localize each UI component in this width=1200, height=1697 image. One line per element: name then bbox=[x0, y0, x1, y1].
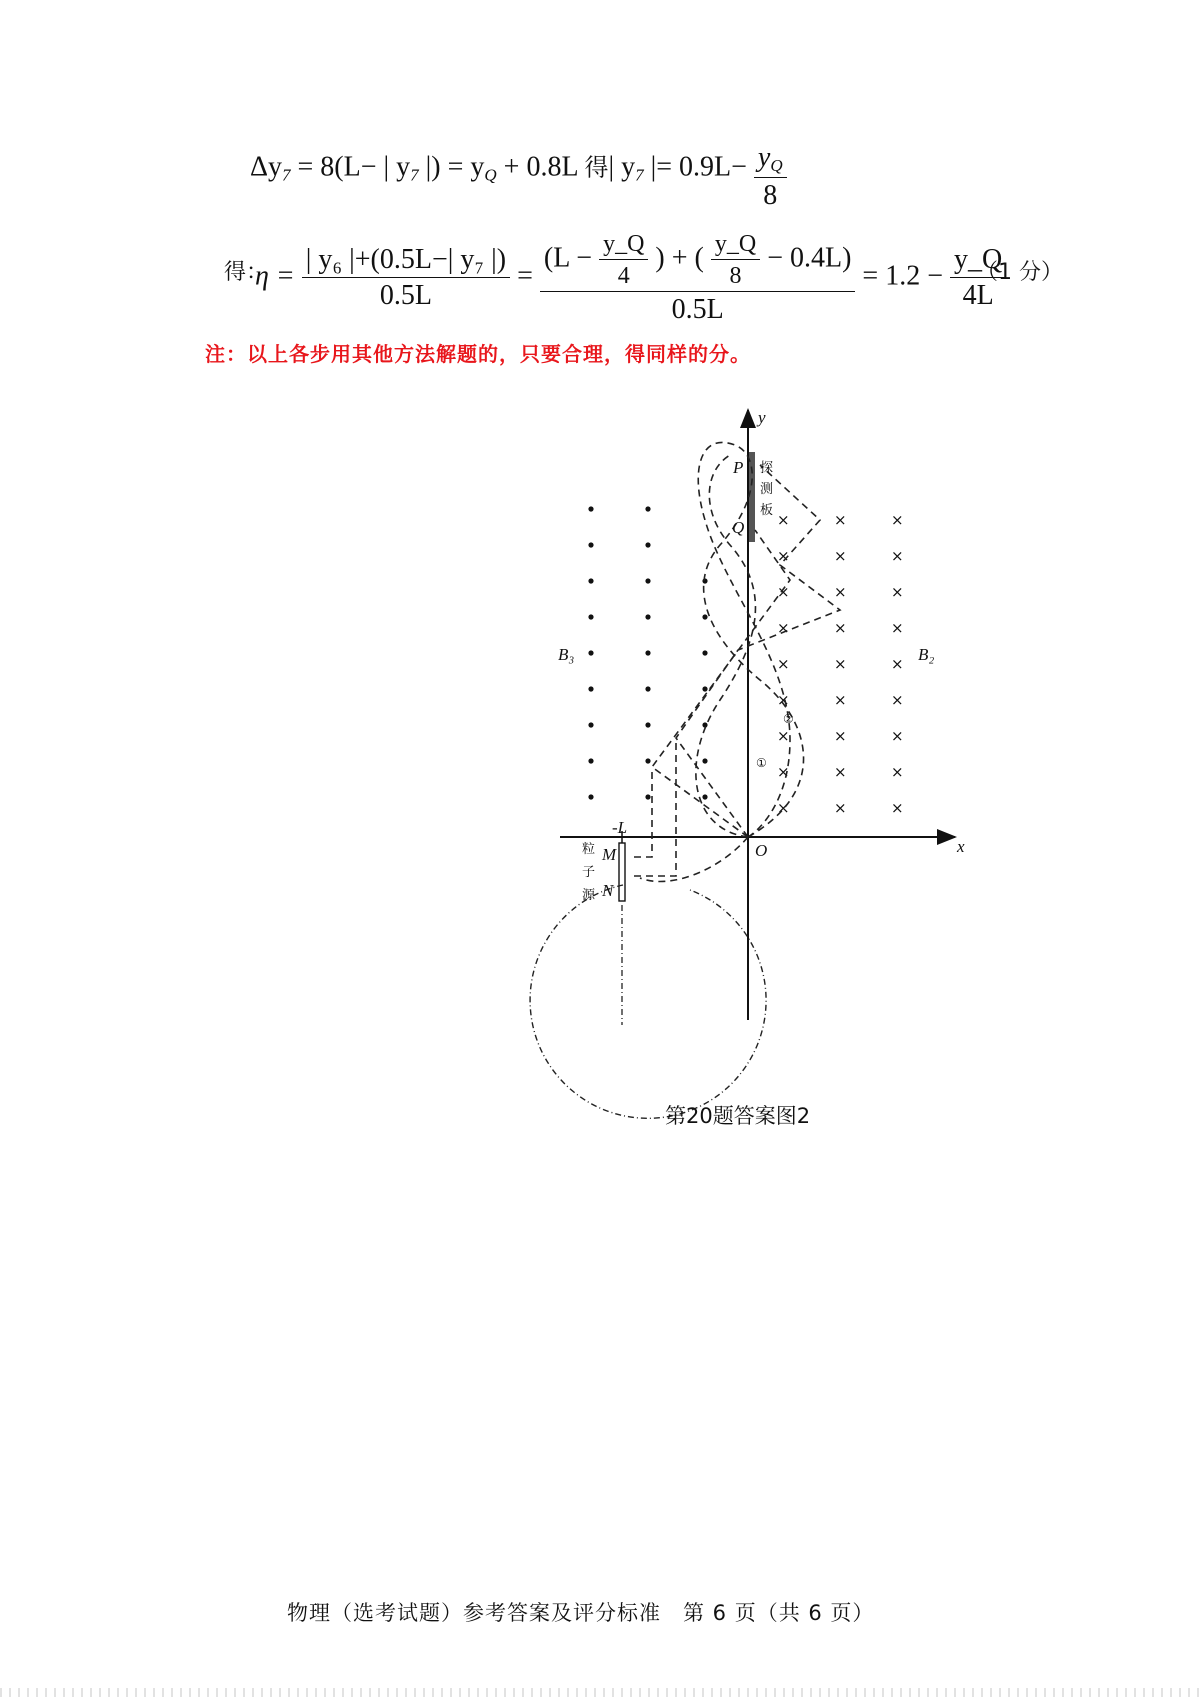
detector-plate bbox=[749, 452, 755, 542]
y-axis-label: y bbox=[758, 408, 766, 427]
b2-cross: × bbox=[777, 763, 790, 781]
b2-cross: × bbox=[777, 727, 790, 745]
b3-dot bbox=[645, 794, 650, 799]
b3-dot bbox=[588, 758, 593, 763]
detector-char-3: 板 bbox=[760, 503, 774, 518]
b3-dot bbox=[645, 578, 650, 583]
b3-dot bbox=[702, 614, 707, 619]
b2-cross: × bbox=[834, 619, 847, 637]
b2-cross: × bbox=[777, 691, 790, 709]
b3-dot bbox=[702, 650, 707, 655]
b2-cross: × bbox=[777, 511, 790, 529]
point-Q-label: Q bbox=[732, 518, 745, 537]
point-N-label: N bbox=[602, 881, 614, 900]
b3-label: B₃ bbox=[558, 645, 575, 664]
b2-cross: × bbox=[891, 691, 904, 709]
b3-dot bbox=[702, 686, 707, 691]
b2-cross: × bbox=[834, 799, 847, 817]
b3-dot bbox=[588, 614, 593, 619]
b2-cross: × bbox=[891, 727, 904, 745]
b2-cross: × bbox=[891, 799, 904, 817]
path-1-marker: ① bbox=[756, 756, 767, 770]
fraction-yQ-over-8: $\frac{y_Q}{8}$ bbox=[754, 144, 787, 210]
b2-cross: × bbox=[891, 655, 904, 673]
page-footer: 物理（选考试题）参考答案及评分标准 第 6 页（共 6 页） bbox=[287, 1601, 875, 1625]
scan-noise-strip bbox=[0, 1688, 1200, 1697]
b2-cross: × bbox=[891, 547, 904, 565]
b2-cross: × bbox=[834, 511, 847, 529]
b3-dot bbox=[588, 794, 593, 799]
fraction-eta-3: $\frac{y\_Q}{4L}$ bbox=[950, 246, 1006, 310]
b3-dot bbox=[588, 578, 593, 583]
x-axis-label: x bbox=[957, 837, 965, 856]
b2-cross: × bbox=[891, 619, 904, 637]
b2-cross-field bbox=[777, 511, 904, 817]
b2-cross: × bbox=[891, 583, 904, 601]
b3-dot bbox=[588, 506, 593, 511]
b2-cross: × bbox=[777, 583, 790, 601]
b2-cross: × bbox=[777, 547, 790, 565]
b2-cross: × bbox=[834, 583, 847, 601]
b3-dot bbox=[588, 686, 593, 691]
b2-cross: × bbox=[834, 691, 847, 709]
b2-cross: × bbox=[891, 763, 904, 781]
b3-dot bbox=[645, 722, 650, 727]
source-arc bbox=[640, 837, 748, 882]
point-M-label: M bbox=[602, 845, 617, 864]
lower-circle-path bbox=[530, 885, 766, 1118]
b2-cross: × bbox=[834, 655, 847, 673]
b3-dot bbox=[588, 542, 593, 547]
score-label: （1 分） bbox=[976, 260, 1063, 285]
source-step-1 bbox=[634, 767, 652, 857]
b3-dot bbox=[702, 758, 707, 763]
particle-source-bar bbox=[619, 843, 625, 901]
b2-cross: × bbox=[834, 727, 847, 745]
detector-char-2: 测 bbox=[760, 482, 774, 497]
detector-char-1: 探 bbox=[760, 461, 774, 476]
origin-label: O bbox=[755, 841, 768, 860]
source-char-2: 子 bbox=[582, 865, 596, 880]
b3-dot bbox=[645, 650, 650, 655]
source-char-1: 粒 bbox=[582, 842, 596, 857]
source-char-3: 源 bbox=[582, 888, 596, 903]
note-text: 注：以上各步用其他方法解题的，只要合理，得同样的分。 bbox=[205, 342, 751, 366]
b3-dot bbox=[645, 506, 650, 511]
b3-dot bbox=[645, 758, 650, 763]
b2-cross: × bbox=[834, 763, 847, 781]
b2-label: B₂ bbox=[918, 645, 935, 664]
zigzag-path bbox=[676, 465, 840, 837]
equation-eta: η = $\frac{\text{| y₆ |+(0.5L−| y₇ |)}}{0.5L}$ = (L − $\frac{y\_Q}{4}$ ) + ( $\frac{y\_Q}{8}$ − 0.4L) 0.5L = 1.2 − $\frac{y\_Q}{4L}$ bbox=[255, 232, 1006, 324]
b3-dot bbox=[645, 686, 650, 691]
b3-dot bbox=[645, 614, 650, 619]
b3-dot bbox=[588, 650, 593, 655]
de-label: 得： bbox=[224, 260, 269, 285]
b2-cross: × bbox=[834, 547, 847, 565]
minus-L-label: -L bbox=[612, 818, 628, 837]
b3-dot bbox=[702, 794, 707, 799]
source-step-2 bbox=[634, 738, 676, 876]
figure-caption: 第20题答案图2 bbox=[665, 1104, 811, 1128]
fraction-eta-1: $\frac{\text{| y₆ |+(0.5L−| y₇ |)}}{0.5L}$ bbox=[302, 246, 510, 310]
b2-cross: × bbox=[891, 511, 904, 529]
path-2-marker: ② bbox=[783, 712, 794, 726]
b2-cross: × bbox=[777, 655, 790, 673]
zigzag-path-2 bbox=[652, 530, 790, 837]
point-P-label: P bbox=[733, 458, 744, 477]
b2-cross: × bbox=[777, 619, 790, 637]
b2-cross: × bbox=[777, 799, 790, 817]
fraction-eta-2: (L − $\frac{y\_Q}{4}$ ) + ( $\frac{y\_Q}{8}$ − 0.4L) 0.5L bbox=[540, 232, 856, 324]
b3-dot bbox=[588, 722, 593, 727]
b3-dot bbox=[645, 542, 650, 547]
equation-delta-y7: $\Delta y_7 = 8(L-$ | $y_7$ |) = $y_Q + 0.8L$ 得| $y_7$ |= 0.9L− $\frac{y_Q}{8}$ bbox=[250, 136, 787, 202]
